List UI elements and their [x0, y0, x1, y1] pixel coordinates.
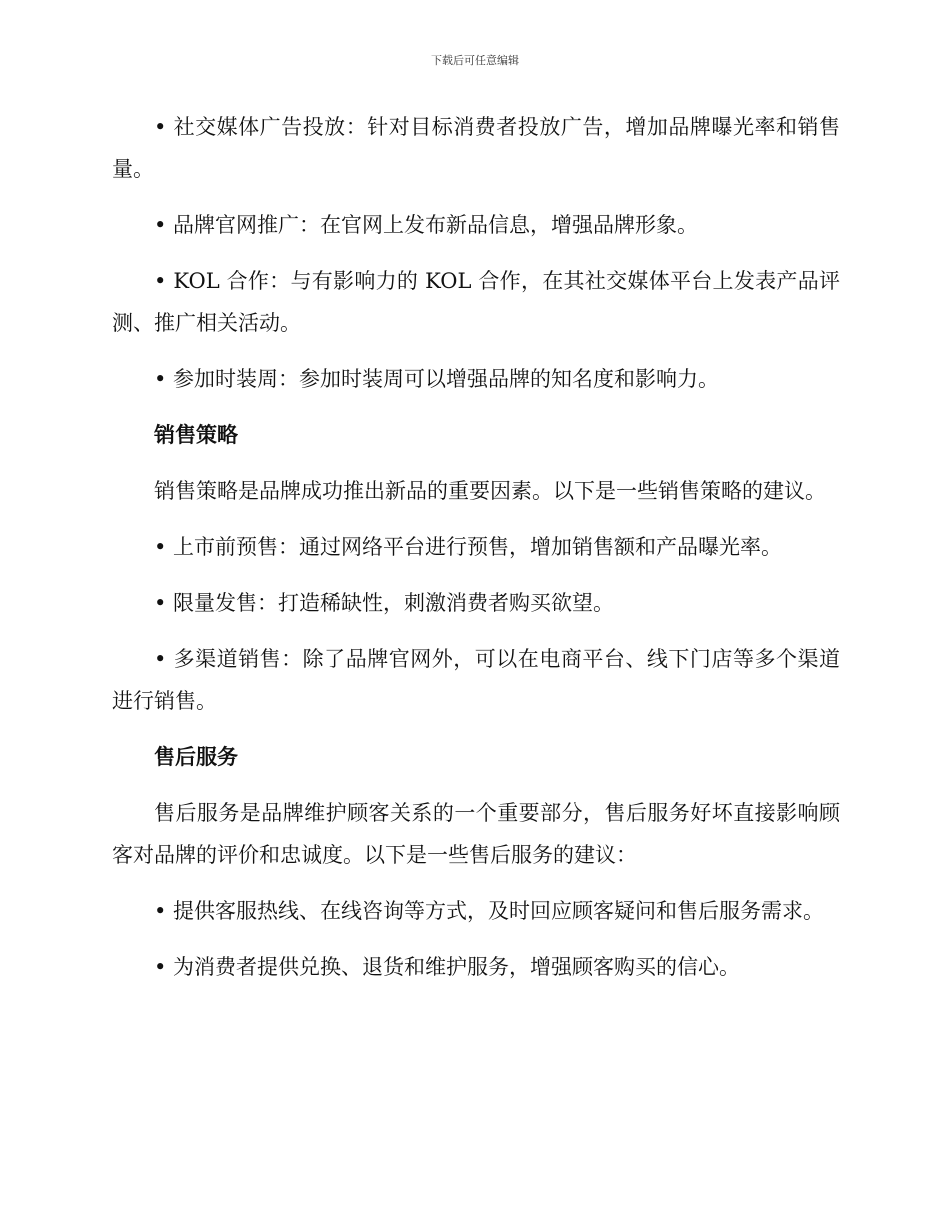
after-sales-intro: 售后服务是品牌维护顾客关系的一个重要部分，售后服务好坏直接影响顾客对品牌的评价和忠诚度。以下是一些售后服务的建议： — [112, 801, 840, 867]
bullet-customer-hotline: • 提供客服热线、在线咨询等方式，及时回应顾客疑问和售后服务需求。 — [154, 899, 825, 923]
sales-strategy-intro: 销售策略是品牌成功推出新品的重要因素。以下是一些销售策略的建议。 — [154, 479, 826, 503]
page-header: 下载后可任意编辑 — [431, 54, 519, 67]
bullet-limited-release: • 限量发售：打造稀缺性，刺激消费者购买欲望。 — [154, 591, 615, 615]
document-body — [112, 106, 840, 1002]
bullet-fashion-week: • 参加时装周：参加时装周可以增强品牌的知名度和影响力。 — [154, 367, 720, 391]
bullet-exchange-return: • 为消费者提供兑换、退货和维护服务，增强顾客购买的信心。 — [154, 955, 741, 979]
bullet-kol-cooperation: • KOL 合作：与有影响力的 KOL 合作，在其社交媒体平台上发表产品评测、推广相关活动。 — [112, 269, 840, 335]
bullet-official-site-promotion: • 品牌官网推广：在官网上发布新品信息，增强品牌形象。 — [154, 213, 699, 237]
bullet-presale: • 上市前预售：通过网络平台进行预售，增加销售额和产品曝光率。 — [154, 535, 783, 559]
bullet-social-media-ads: • 社交媒体广告投放：针对目标消费者投放广告，增加品牌曝光率和销售量。 — [112, 115, 840, 181]
bullet-multichannel-sales: • 多渠道销售：除了品牌官网外，可以在电商平台、线下门店等多个渠道进行销售。 — [112, 647, 840, 713]
section-heading-after-sales: 售后服务 — [154, 745, 238, 769]
section-heading-sales-strategy: 销售策略 — [154, 423, 238, 447]
